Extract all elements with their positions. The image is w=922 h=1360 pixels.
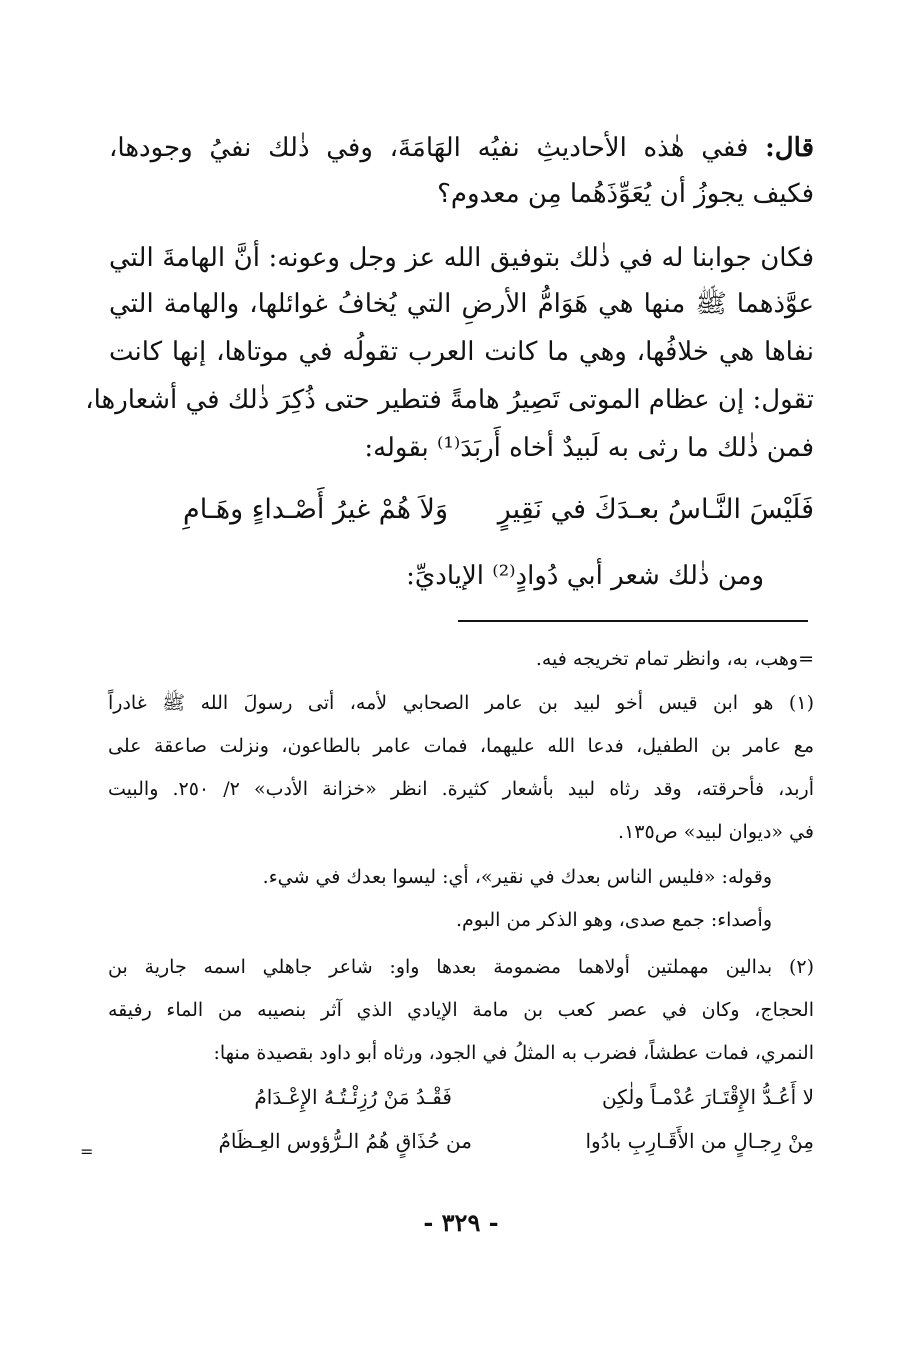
body-line-6: تقول: إن عظام الموتى تَصِيرُ هامةً فتطير حتى ذُكِرَ ذٰلك في أشعارها،	[85, 385, 814, 415]
footnote-2-line-3: النمري، فمات عطشاً، فضرب به المثلُ في الجود، ورثاه أبو داود بقصيدة منها:	[213, 1042, 814, 1064]
footnote-separator	[458, 620, 808, 622]
footnote-verse-1-hemistich-2: فَقْـدُ مَنْ رُزِئْـتُـهُ الإِعْـدَامُ	[254, 1085, 452, 1109]
body-text: ففي هٰذه الأحاديثِ نفيُه الهَامَةَ، وفي ذٰلك نفيُ وجودها،	[109, 133, 749, 163]
footnote-1-line-3: أربد، فأحرقته، وقد رثاه لبيد بأشعار كثيرة. انظر «خزانة الأدب» ٢/ ٢٥٠. والبيت	[108, 778, 814, 800]
page-number: - ٣٢٩ -	[423, 1208, 499, 1237]
verse-hemistich-1: فَلَيْسَ النَّـاسُ بعـدَكَ في نَقِيرٍ	[497, 494, 814, 525]
continuation-end-mark: =	[80, 1142, 94, 1161]
footnote-text: وهب، به، وانظر تمام تخريجه فيه.	[535, 648, 799, 670]
paragraph-lead: قال:	[765, 133, 815, 163]
body-line-5: نفاها هي خلافُها، وهي ما كانت العرب تقولُه في موتاها، إنها كانت	[109, 337, 814, 367]
body-line-4: عوَّذهما ﷺ منها هي هَوَامُّ الأرضِ التي يُخافُ غوائلها، والهامة التي	[109, 289, 814, 319]
footnote-2-line-2: الحجاج، وكان في عصر كعب بن مامة الإيادي الذي آثر بنصيبه من الماء رفيقه	[108, 999, 814, 1021]
footnote-verse-2-hemistich-1: مِنْ رِجـالٍ من الأَقَـارِبِ بادُوا	[585, 1129, 814, 1153]
body-line-1	[109, 128, 814, 168]
footnote-1-line-1: (١) هو ابن قيس أخو لبيد بن عامر الصحابي لأمه، أتى رسولَ الله ﷺ غادراً	[108, 692, 814, 714]
body-line-3: فكان جوابنا له في ذٰلك بتوفيق الله عز وجل وعونه: أنَّ الهامةَ التي	[109, 243, 814, 273]
footnote-continuation	[536, 644, 814, 674]
footnote-verse-2-hemistich-2: من حُذَاقٍ هُمُ الـرُّؤوس العِـظَامُ	[218, 1129, 472, 1153]
footnote-verse-1-hemistich-1: لا أَعُـدُّ الإِقْتَـارَ عُدْمـاً ولٰكِن	[602, 1085, 814, 1109]
continuation-mark: =	[798, 648, 814, 670]
footnote-2-line-1: (٢) بدالين مهملتين أولاهما مضمومة بعدها واو: شاعر جاهلي اسمه جارية بن	[108, 956, 814, 978]
footnote-1-sub-2: وأصداء: جمع صدى، وهو الذكر من البوم.	[455, 909, 772, 931]
footnote-1-sub-1: وقوله: «فليس الناس بعدك في نقير»، أي: ليسوا بعدك في شيء.	[262, 866, 772, 888]
footnote-1-line-2: مع عامر بن الطفيل، فدعا الله عليهما، فمات عامر بالطاعون، ونزلت صاعقة على	[108, 735, 814, 757]
body-line-8: ومن ذٰلك شعر أبي دُوادٍ⁽²⁾ الإياديِّ:	[406, 561, 764, 591]
verse-hemistich-2: وَلاَ هُمْ غيرُ أَصْـداءٍ وهَـامِ	[183, 494, 448, 525]
footnote-1-line-4: في «ديوان لبيد» ص١٣٥.	[618, 821, 814, 843]
body-line-7: فمن ذٰلك ما رثى به لَبيدٌ أخاه أَربَدَ⁽¹⁾ بقوله:	[364, 433, 814, 463]
body-line-2: فكيف يجوزُ أن يُعَوِّذَهُما مِن معدوم؟	[437, 179, 814, 209]
